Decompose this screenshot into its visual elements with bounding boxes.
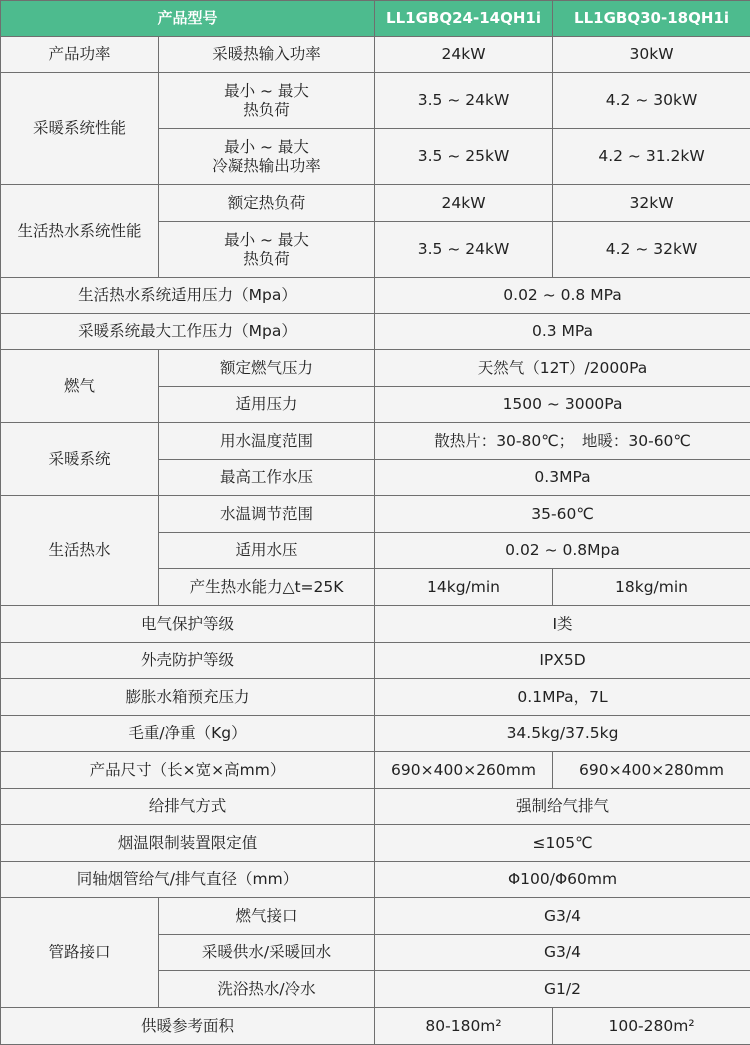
value: 35-60℃ [375,496,750,533]
row-label: 水温调节范围 [159,496,375,533]
row-label-line: 热负荷 [161,101,372,120]
row-label: 燃气接口 [159,898,375,935]
value: 天然气（12T）/2000Pa [375,350,750,387]
table-row [1,789,750,825]
value: 强制给气排气 [375,789,750,825]
row-label-line: 最小 ~ 最大 [161,138,372,157]
group-label: 产品功率 [1,37,159,73]
row-label: 采暖热输入功率 [159,37,375,73]
header-label: 产品型号 [1,1,375,37]
header-row [1,1,750,37]
table-row [1,278,750,314]
value-a: 24kW [375,185,553,222]
table-row [1,643,750,679]
row-label: 供暖参考面积 [1,1008,375,1045]
group-label: 燃气 [1,350,159,423]
value: 散热片：30-80℃； 地暖：30-60℃ [375,423,750,460]
row-label-line: 热负荷 [161,250,372,269]
value-b: 690×400×280mm [553,752,750,789]
row-label: 用水温度范围 [159,423,375,460]
table-row [1,1008,750,1045]
row-label: 给排气方式 [1,789,375,825]
header-model-b: LL1GBQ30-18QH1i [553,1,750,37]
table-row [1,862,750,898]
value: G3/4 [375,935,750,971]
table-row [1,825,750,862]
value-b: 4.2 ~ 31.2kW [553,129,750,185]
row-label: 生活热水系统适用压力（Mpa） [1,278,375,314]
row-label [159,129,375,185]
table-row [1,679,750,716]
row-label: 产生热水能力△t=25K [159,569,375,606]
value-a: 14kg/min [375,569,553,606]
value: I类 [375,606,750,643]
value-a: 3.5 ~ 24kW [375,73,553,129]
group-label: 采暖系统 [1,423,159,496]
row-label: 采暖系统最大工作压力（Mpa） [1,314,375,350]
row-label: 适用压力 [159,387,375,423]
value-b: 100-280m² [553,1008,750,1045]
value-b: 4.2 ~ 32kW [553,222,750,278]
value-b: 18kg/min [553,569,750,606]
value-a: 690×400×260mm [375,752,553,789]
value: G3/4 [375,898,750,935]
table-row [1,37,750,73]
row-label-line: 最小 ~ 最大 [161,82,372,101]
row-label-line: 最小 ~ 最大 [161,231,372,250]
table-row [1,716,750,752]
table-row [1,350,750,387]
value: ≤105℃ [375,825,750,862]
table-row [1,423,750,460]
table-row [1,185,750,222]
value: 1500 ~ 3000Pa [375,387,750,423]
value: 0.02 ~ 0.8 MPa [375,278,750,314]
row-label: 外壳防护等级 [1,643,375,679]
row-label-line: 冷凝热输出功率 [161,157,372,176]
value: 0.02 ~ 0.8Mpa [375,533,750,569]
row-label: 膨胀水箱预充压力 [1,679,375,716]
table-row [1,898,750,935]
row-label: 电气保护等级 [1,606,375,643]
row-label: 额定热负荷 [159,185,375,222]
row-label: 额定燃气压力 [159,350,375,387]
table-row [1,752,750,789]
value-b: 4.2 ~ 30kW [553,73,750,129]
value: 0.3MPa [375,460,750,496]
value: 0.1MPa，7L [375,679,750,716]
value: Φ100/Φ60mm [375,862,750,898]
row-label: 毛重/净重（Kg） [1,716,375,752]
table-row [1,606,750,643]
value: IPX5D [375,643,750,679]
value-b: 30kW [553,37,750,73]
header-model-a: LL1GBQ24-14QH1i [375,1,553,37]
row-label: 最高工作水压 [159,460,375,496]
value-a: 24kW [375,37,553,73]
value-a: 80-180m² [375,1008,553,1045]
row-label: 适用水压 [159,533,375,569]
value-a: 3.5 ~ 24kW [375,222,553,278]
value: 34.5kg/37.5kg [375,716,750,752]
group-label: 管路接口 [1,898,159,1008]
group-label: 生活热水系统性能 [1,185,159,278]
row-label: 采暖供水/采暖回水 [159,935,375,971]
row-label [159,73,375,129]
group-label: 采暖系统性能 [1,73,159,185]
row-label: 产品尺寸（长×宽×高mm） [1,752,375,789]
value-b: 32kW [553,185,750,222]
row-label [159,222,375,278]
value: G1/2 [375,971,750,1008]
row-label: 烟温限制装置限定值 [1,825,375,862]
table-row [1,496,750,533]
row-label: 洗浴热水/冷水 [159,971,375,1008]
table-row [1,73,750,129]
table-row [1,314,750,350]
row-label: 同轴烟管给气/排气直径（mm） [1,862,375,898]
value: 0.3 MPa [375,314,750,350]
value-a: 3.5 ~ 25kW [375,129,553,185]
group-label: 生活热水 [1,496,159,606]
